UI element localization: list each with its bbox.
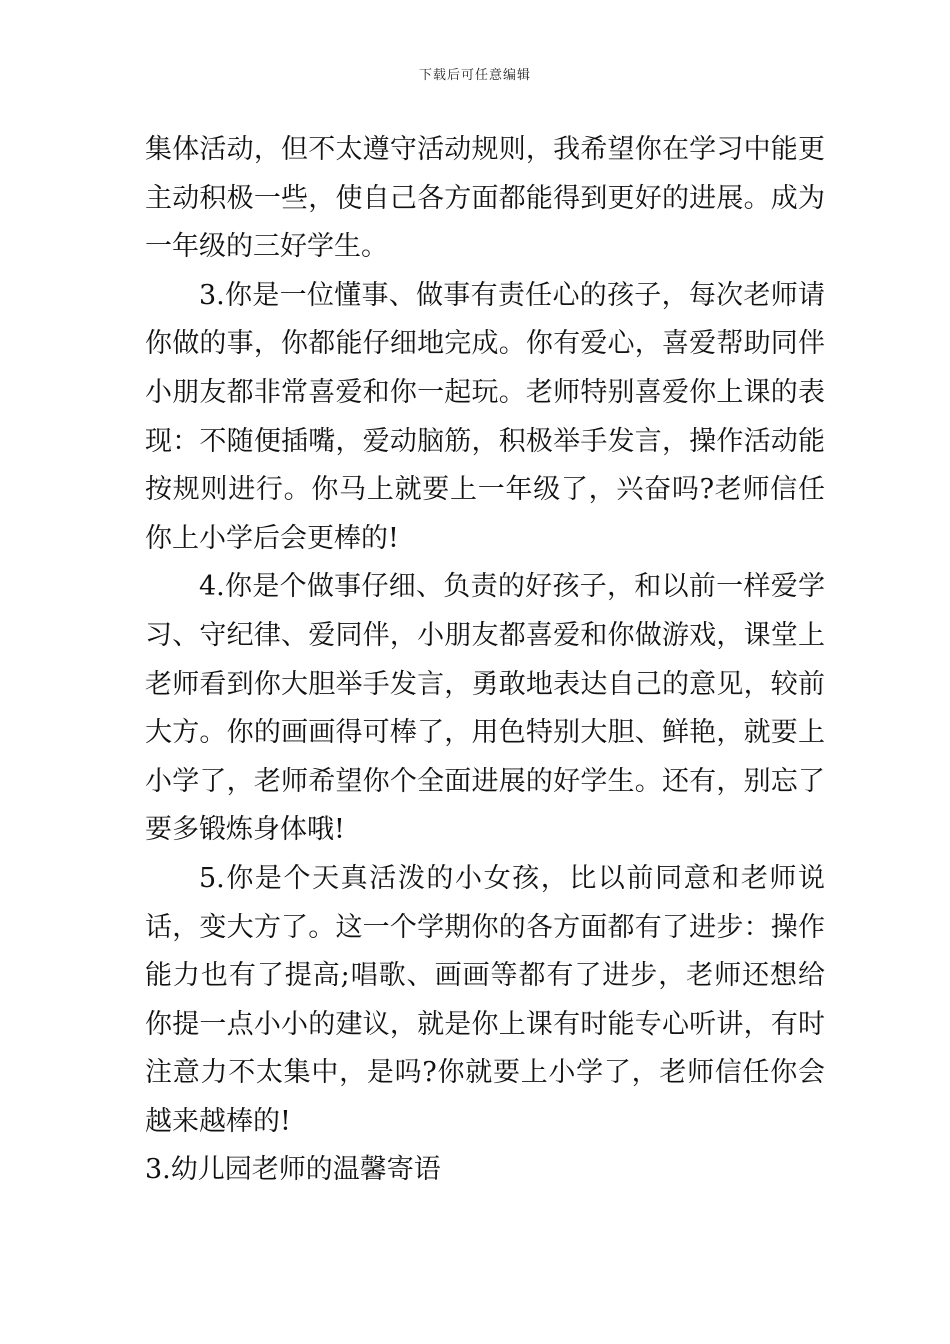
paragraph-continuation: 集体活动，但不太遵守活动规则，我希望你在学习中能更主动积极一些，使自己各方面都能得到更好的进展。成为一年级的三好学生。 xyxy=(145,134,825,263)
section-heading: 3.幼儿园老师的温馨寄语 xyxy=(145,1154,441,1186)
header-note: 下载后可任意编辑 xyxy=(418,68,531,83)
paragraph-item-5: 5.你是个天真活泼的小女孩，比以前同意和老师说话，变大方了。这一个学期你的各方面都有了进步：操作能力也有了提高;唱歌、画画等都有了进步，老师还想给你提一点小小的建议，就是你上课有时能专心听讲，有时注意力不太集中，是吗?你就要上小学了，老师信任你会越来越棒的! xyxy=(145,862,825,1137)
document-body xyxy=(145,126,825,1195)
paragraph-item-4: 4.你是个做事仔细、负责的好孩子，和以前一样爱学习、守纪律、爱同伴，小朋友都喜爱和你做游戏，课堂上老师看到你大胆举手发言，勇敢地表达自己的意见，较前大方。你的画画得可棒了，用色特别大胆、鲜艳，就要上小学了，老师希望你个全面进展的好学生。还有，别忘了要多锻炼身体哦! xyxy=(145,571,825,846)
paragraph-item-3: 3.你是一位懂事、做事有责任心的孩子，每次老师请你做的事，你都能仔细地完成。你有爱心，喜爱帮助同伴小朋友都非常喜爱和你一起玩。老师特别喜爱你上课的表现：不随便插嘴，爱动脑筋，积极举手发言，操作活动能按规则进行。你马上就要上一年级了，兴奋吗?老师信任你上小学后会更棒的! xyxy=(145,279,825,554)
